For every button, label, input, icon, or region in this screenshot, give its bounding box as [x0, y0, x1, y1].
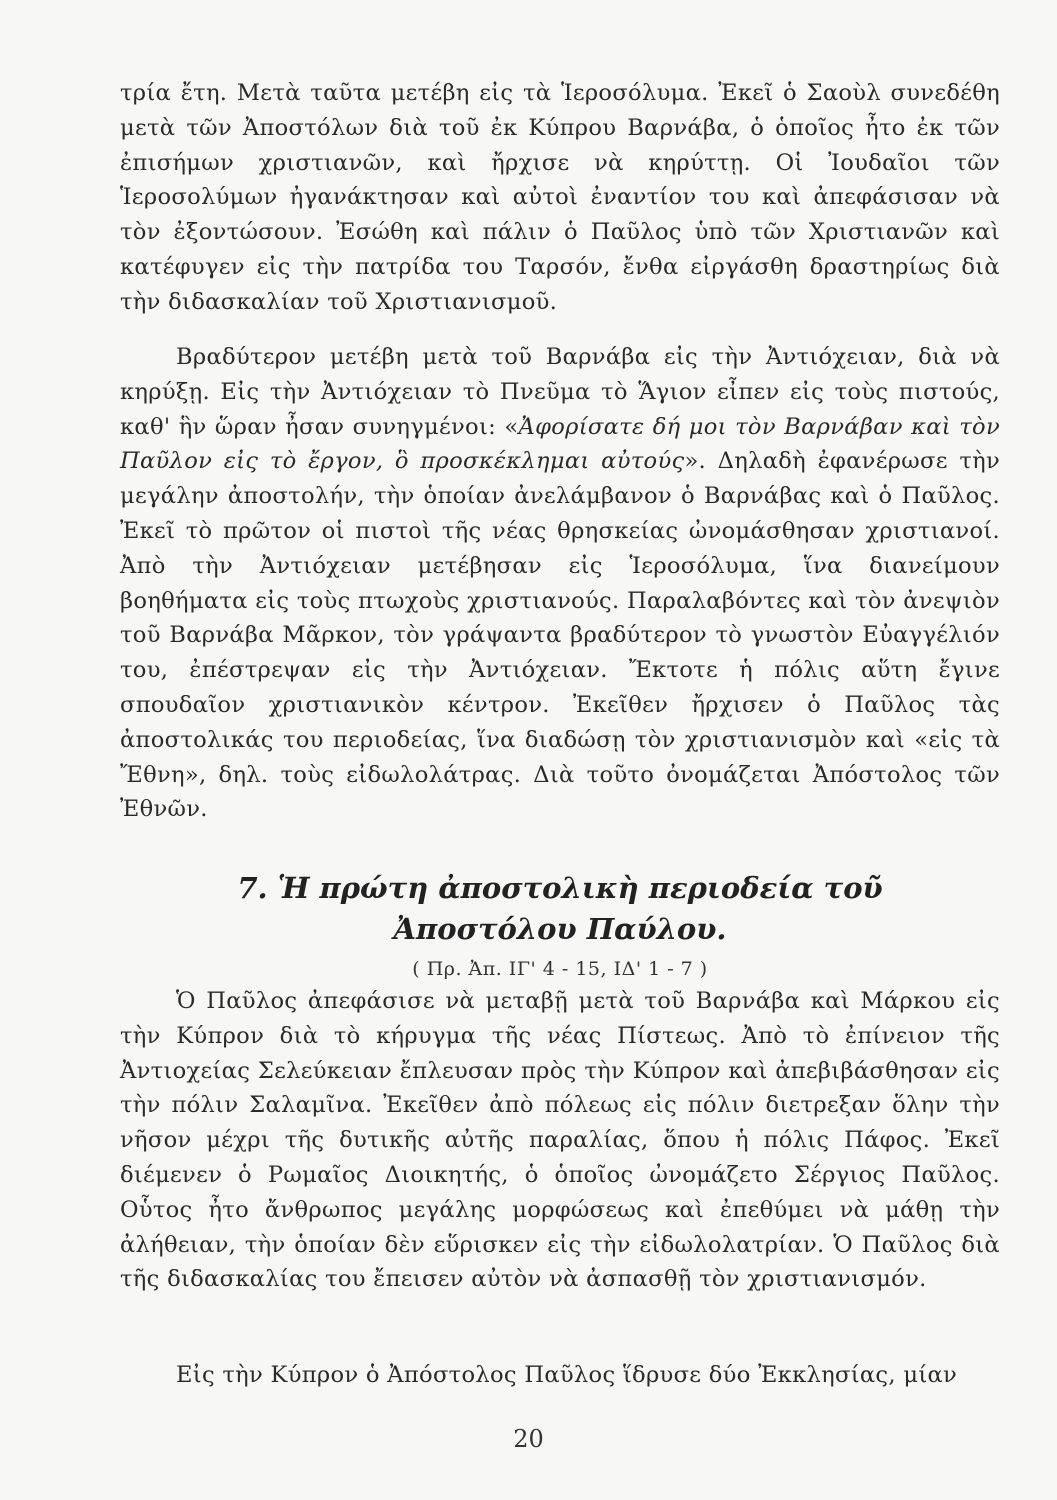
text-block-antioch: [120, 340, 1000, 827]
text-block-top: [120, 76, 1000, 320]
page-number: 20: [513, 1425, 544, 1453]
text-block-cyprus: [120, 984, 1000, 1297]
scripture-quote: Ἀφορίσατε δή μοι τὸν Βαρνάβαν καὶ τὸν Παῦλον εἰς τὸ ἔργον, ὃ προσκέκλημαι αὐτούς: [120, 413, 1000, 475]
section-heading-line-2: Ἀποστόλου Παύλου.: [393, 912, 727, 946]
section-heading-line-1: 7. Ἡ πρώτη ἀποστολικὴ περιοδεία τοῦ: [237, 871, 883, 905]
paragraph-3: Ὁ Παῦλος ἀπεφάσισε νὰ μεταβῇ μετὰ τοῦ Βαρνάβα καὶ Μάρκου εἰς τὴν Κύπρον διὰ τὸ κήρυγμα τῆς νέας Πίστεως. Ἀπὸ τὸ ἐπίνειον τῆς Ἀντιοχείας Σελεύκειαν ἔπλευσαν πρὸς τὴν Κύπρον καὶ ἀπεβιβάσθησαν εἰς τὴν πόλιν Σαλαμῖνα. Ἐκεῖθεν ἀπὸ πόλεως εἰς πόλιν διετρεξαν ὅλην τὴν νῆσον μέχρι τῆς δυτικῆς αὐτῆς παραλίας, ὅπου ἡ πόλις Πάφος. Ἐκεῖ διέμενεν ὁ Ρωμαῖος Διοικητής, ὁ ὁποῖος ὠνομάζετο Σέργιος Παῦλος. Οὗτος ἦτο ἄνθρωπος μεγάλης μορφώσεως καὶ ἐπεθύμει νὰ μάθῃ τὴν ἀλήθειαν, τὴν ὁποίαν δὲν εὕρισκεν εἰς τὴν εἰδωλολατρίαν. Ὁ Παῦλος διὰ τῆς διδασκαλίας του ἔπεισεν αὐτὸν νὰ ἀσπασθῇ τὸν χριστιανισμόν.: [120, 988, 1000, 1293]
paragraph-2: [120, 340, 1000, 827]
paragraph-4: Εἰς τὴν Κύπρον ὁ Ἀπόστολος Παῦλος ἵδρυσε δύο Ἐκκλησίας, μίαν: [176, 1362, 958, 1388]
scripture-reference: ( Πρ. Ἀπ. ΙΓ' 4 - 15, ΙΔ' 1 - 7 ): [412, 958, 708, 980]
paragraph-1: τρία ἔτη. Μετὰ ταῦτα μετέβη εἰς τὰ Ἱεροσόλυμα. Ἐκεῖ ὁ Σαοὺλ συνεδέθη μετὰ τῶν Ἀποστόλων διὰ τοῦ ἐκ Κύπρου Βαρνάβα, ὁ ὁποῖος ἦτο ἐκ τῶν ἐπισήμων χριστιανῶν, καὶ ἤρχισε νὰ κηρύττῃ. Οἱ Ἰουδαῖοι τῶν Ἱεροσολύμων ἠγανάκτησαν καὶ αὐτοὶ ἐναντίον του καὶ ἀπεφάσισαν νὰ τὸν ἐξοντώσουν. Ἐσώθη καὶ πάλιν ὁ Παῦλος ὑπὸ τῶν Χριστιανῶν καὶ κατέφυγεν εἰς τὴν πατρίδα του Ταρσόν, ἔνθα εἰργάσθη δραστηρίως διὰ τὴν διδασκαλίαν τοῦ Χριστιανισμοῦ.: [120, 80, 1000, 315]
text-block-last: [120, 1358, 1000, 1393]
paragraph-2-start: Βραδύτερον μετέβη μετὰ τοῦ Βαρνάβα εἰς τὴν Ἀντιόχειαν, διὰ νὰ κηρύξῃ. Εἰς τὴν Ἀντιόχειαν τὸ Πνεῦμα τὸ Ἅγιον εἶπεν εἰς τοὺς πιστούς, καθ' ἣν ὥραν ἦσαν συνηγμένοι: «: [120, 344, 1000, 440]
paragraph-2-end: ». Δηλαδὴ ἐφανέρωσε τὴν μεγάλην ἀποστολήν, τὴν ὁποίαν ἀνελάμβανον ὁ Βαρνάβας καὶ ὁ Παῦλος. Ἐκεῖ τὸ πρῶτον οἱ πιστοὶ τῆς νέας θρησκείας ὠνομάσθησαν χριστιανοί. Ἀπὸ τὴν Ἀντιόχειαν μετέβησαν εἰς Ἱεροσόλυμα, ἵνα διανείμουν βοηθήματα εἰς τοὺς πτωχοὺς χριστιανούς. Παραλαβόντες καὶ τὸν ἀνεψιὸν τοῦ Βαρνάβα Μᾶρκον, τὸν γράψαντα βραδύτερον τὸ γνωστὸν Εὐαγγέλιόν του, ἐπέστρεψαν εἰς τὴν Ἀντιόχειαν. Ἔκτοτε ἡ πόλις αὕτη ἔγινε σπουδαῖον χριστιανικὸν κέντρον. Ἐκεῖθεν ἤρχισεν ὁ Παῦλος τὰς ἀποστολικάς του περιοδείας, ἵνα διαδώσῃ τὸν χριστιανισμὸν καὶ «εἰς τὰ Ἔθνη», δηλ. τοὺς εἰδωλολάτρας. Διὰ τοῦτο ὀνομάζεται Ἀπόστολος τῶν Ἐθνῶν.: [120, 448, 1000, 823]
